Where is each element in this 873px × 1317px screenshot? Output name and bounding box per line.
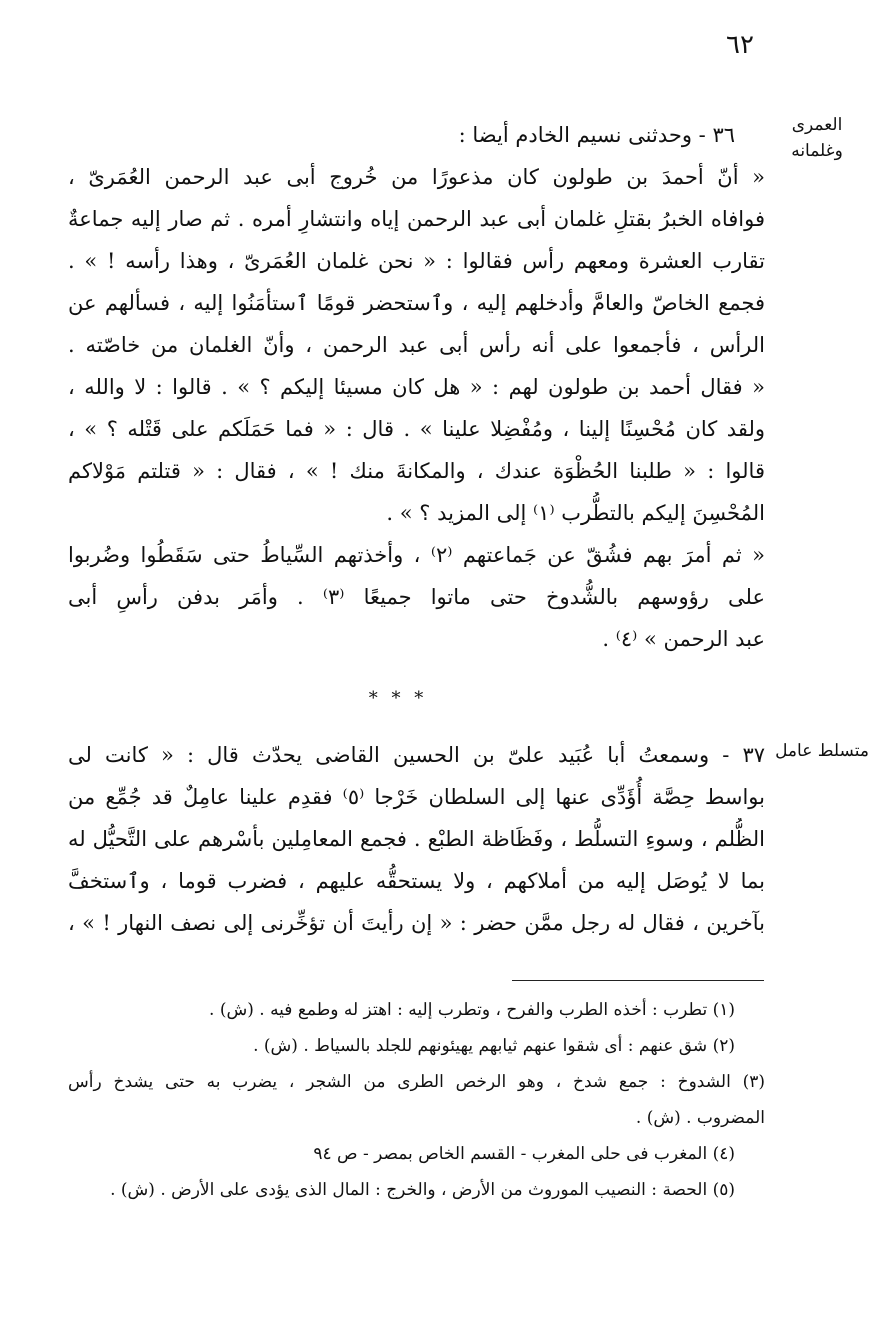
text-line: « أنّ أحمدَ بن طولون كان مذعورًا من خُروج أبى عبد الرحمن العُمَرىّ ، (68, 165, 765, 189)
margin-note-line: وغلمانه (791, 141, 843, 161)
text-line: الظُّلم ، وسوءِ التسلُّط ، وفَظَاظة الطبْع . فجمع المعامِلين بأسْرهم على التَّحيُّل له (68, 827, 765, 851)
text-line: قالوا : « طلبنا الحُظْوَة عندك ، والمكانةَ منك ! » ، فقال : « قتلتم مَوْلاكم (68, 459, 765, 483)
footnote: (٢) شق عنهم : أى شقوا عنهم ثيابهم يهيئونهم للجلد بالسياط . (ش) . (253, 1036, 735, 1056)
text-line: بآخرين ، فقال له رجل ممَّن حضر : « إن رأيتَ أن تؤخِّرنى إلى نصف النهار ! » ، (68, 911, 765, 935)
text-line: فوافاه الخبرُ بقتلِ غلمان أبى عبد الرحمن إياه وانتشارِ أمره . ثم صار إليه جماعةٌ (68, 207, 765, 231)
text-line: بواسط حِصَّة أُؤَدِّى عنها إلى السلطان خَرْجا ⁽٥⁾ فقدِم علينا عامِلٌ قد جُمِّع من (68, 785, 765, 809)
paragraph-37 (68, 734, 765, 944)
paragraph-36 (68, 114, 765, 660)
text-line: ٣٧ - وسمعتُ أبا عُبَيد علىّ بن الحسين القاضى يحدّث قال : « كانت لى (68, 743, 765, 767)
margin-note-oppressive-official: متسلط عامل (775, 741, 869, 761)
text-line: « ثم أمرَ بهم فشُقّ عن جَماعتهم ⁽٢⁾ ، وأخذتهم السِّياطُ حتى سَقَطُوا وضُربوا (68, 543, 765, 567)
text-line: بما لا يُوصَل إليه من أملاكهم ، ولا يستحقُّه عليهم ، فضرب قوما ، وٱستخفَّ (68, 869, 765, 893)
footnote: (٤) المغرب فى حلى المغرب - القسم الخاص بمصر - ص ٩٤ (313, 1144, 735, 1164)
text-line: تقارب العشرة ومعهم رأس فقالوا : « نحن غلمان العُمَرىّ ، وهذا رأسه ! » . (68, 249, 765, 273)
footnotes (68, 992, 765, 1208)
text-line: ولقد كان مُحْسِنًا إلينا ، ومُفْضِلا علينا » . قال : « فما حَمَلَكم على قَتْله ؟ » ، (68, 417, 765, 441)
footnote: (٣) الشدوخ : جمع شدخ ، وهو الرخص الطرى من الشجر ، يضرب به حتى يشدخ رأس (68, 1072, 765, 1092)
text-line: على رؤوسهم بالشُّدوخ حتى ماتوا جميعًا ⁽٣⁾ . وأمَر بدفن رأسِ أبى (68, 585, 765, 609)
text-line: « فقال أحمد بن طولون لهم : « هل كان مسيئا إليكم ؟ » . قالوا : لا والله ، (68, 375, 765, 399)
text-line: فجمع الخاصّ والعامَّ وأدخلهم إليه ، وٱستحضر قومًا ٱستأمَنُوا إليه ، فسألهم عن (68, 291, 765, 315)
footnote-divider (512, 980, 764, 981)
footnote: (٥) الحصة : النصيب الموروث من الأرض ، والخرج : المال الذى يؤدى على الأرض . (ش) . (110, 1180, 735, 1200)
margin-note-omari (772, 112, 862, 164)
text-line: المُحْسِنَ إليكم بالتطُّرب ⁽١⁾ إلى المزيد ؟ » . (386, 501, 765, 525)
text-line: ٣٦ - وحدثنى نسيم الخادم أيضا : (458, 123, 735, 147)
text-line: عبد الرحمن » ⁽٤⁾ . (602, 627, 765, 651)
section-separator: * * * (368, 688, 428, 709)
text-line: الرأس ، فأجمعوا على أنه رأس أبى عبد الرحمن ، وأنّ الغلمان من خاصّته . (68, 333, 765, 357)
footnote: (١) تطرب : أخذه الطرب والفرح ، وتطرب إليه : اهتز له وطمع فيه . (ش) . (209, 1000, 735, 1020)
page-number: ٦٢ (726, 30, 754, 60)
margin-note-line: العمرى (791, 115, 843, 135)
footnote-continuation: المضروب . (ش) . (635, 1108, 765, 1128)
